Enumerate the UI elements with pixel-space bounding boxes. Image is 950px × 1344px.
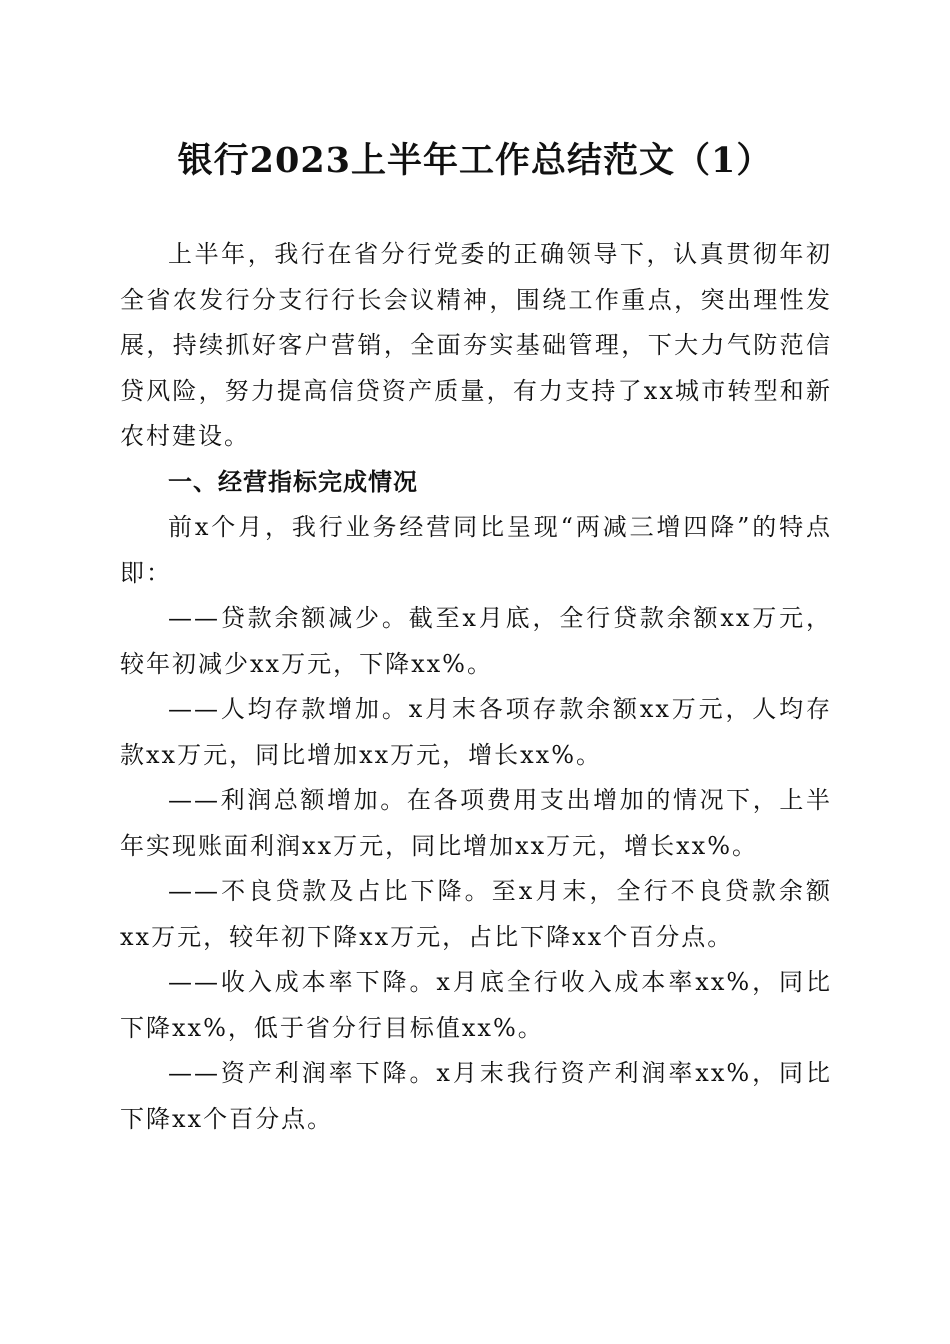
section-intro-paragraph: 前x个月，我行业务经营同比呈现“两减三增四降”的特点即： <box>120 513 832 587</box>
section-heading: 一、经营指标完成情况 <box>168 467 418 496</box>
list-item: ——利润总额增加。在各项费用支出增加的情况下，上半年实现账面利润xx万元，同比增加xx万元，增长xx%。 <box>120 786 832 860</box>
document-title: 银行2023上半年工作总结范文（1） <box>177 140 773 181</box>
document-body <box>120 232 832 1142</box>
list-item: ——收入成本率下降。x月底全行收入成本率xx%，同比下降xx%，低于省分行目标值xx%。 <box>120 968 832 1042</box>
list-item: ——不良贷款及占比下降。至x月末，全行不良贷款余额xx万元，较年初下降xx万元，占比下降xx个百分点。 <box>120 877 832 951</box>
intro-paragraph: 上半年，我行在省分行党委的正确领导下，认真贯彻年初全省农发行分支行行长会议精神，围绕工作重点，突出理性发展，持续抓好客户营销，全面夯实基础管理，下大力气防范信贷风险，努力提高信贷资产质量，有力支持了xx城市转型和新农村建设。 <box>120 240 832 450</box>
list-item: ——人均存款增加。x月末各项存款余额xx万元，人均存款xx万元，同比增加xx万元，增长xx%。 <box>120 695 832 769</box>
list-item: ——贷款余额减少。截至x月底，全行贷款余额xx万元，较年初减少xx万元，下降xx%。 <box>120 604 832 678</box>
list-item: ——资产利润率下降。x月末我行资产利润率xx%，同比下降xx个百分点。 <box>120 1059 832 1133</box>
